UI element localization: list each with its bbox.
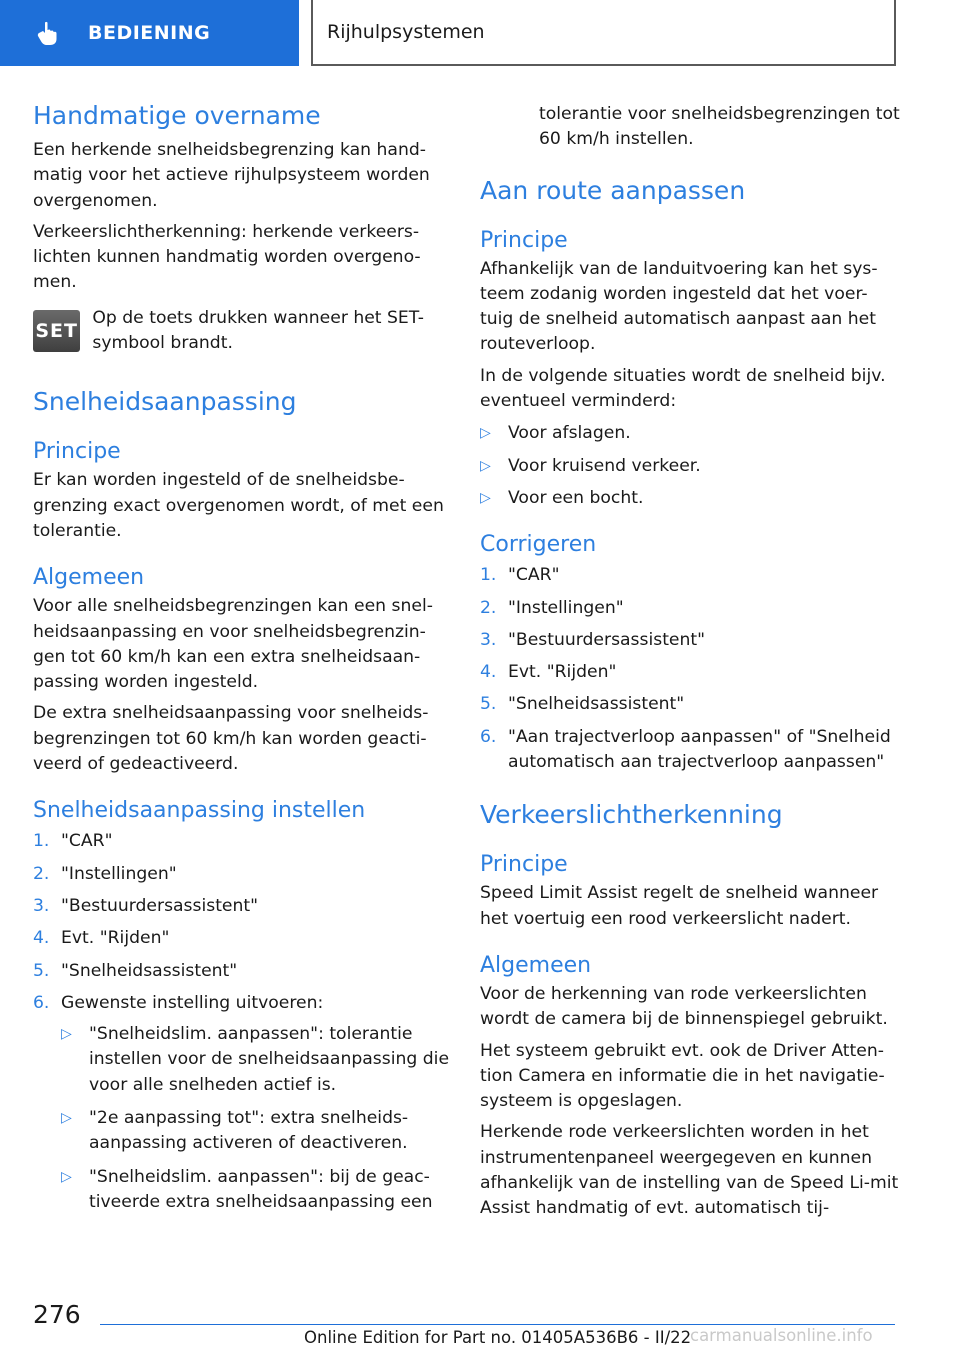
set-text: Op de toets drukken wanneer het SET-symbool brandt. [92, 307, 424, 354]
paragraph: Afhankelijk van de landuitvoering kan het sys-teem zodanig worden ingesteld dat het voer-tuig de snelheid automatisch aanpast aan het routeverloop. [480, 258, 878, 355]
edition-text: Online Edition for Part no. 01405A536B6 - II/22 [304, 1328, 692, 1347]
heading-handmatige-overname: Handmatige overname [33, 101, 321, 130]
list-item: ▷ Voor een bocht. [480, 486, 900, 511]
sub-list-item: ▷ "Snelheidslim. aanpassen": tolerantie instellen voor de snelheidsaanpassing die voor alle snelheden actief is. [61, 1024, 450, 1095]
sub-list-item: ▷ "2e aanpassing tot": extra snelheids-aanpassing activeren of deactiveren. [61, 1108, 409, 1154]
paragraph: Er kan worden ingesteld of de snelheidsbe-grenzing exact overgenomen wordt, of met een tolerantie. [33, 470, 444, 541]
sub-list [61, 1022, 453, 1215]
watermark: carmanualsonline.info [690, 1326, 873, 1345]
list-item: ▷ Voor kruisend verkeer. [480, 454, 900, 479]
triangle-right-icon: ▷ [61, 1110, 72, 1127]
triangle-right-icon: ▷ [480, 457, 491, 474]
triangle-right-icon: ▷ [480, 425, 491, 442]
list-item: 4. Evt. "Rijden" [33, 928, 170, 949]
paragraph: Een herkende snelheidsbegrenzing kan hand-matig voor het actieve rijhulpsysteem worden overgenomen. [33, 140, 430, 211]
page-number: 276 [33, 1300, 81, 1329]
heading-algemeen: Algemeen [33, 565, 145, 591]
list-item: 1. "CAR" [33, 831, 113, 852]
triangle-right-icon: ▷ [61, 1168, 72, 1185]
chapter-label: Rijhulpsystemen [327, 21, 485, 43]
set-instruction [33, 306, 453, 357]
triangle-right-icon: ▷ [480, 489, 491, 506]
triangle-right-icon: ▷ [61, 1026, 72, 1043]
paragraph: Herkende rode verkeerslichten worden in het instrumentenpaneel weergegeven en kunnen afhankelijk van de instelling van de Speed Li-mit Assist handmatig of evt. automatisch tij- [480, 1122, 899, 1219]
list-item: 2. "Instellingen" [480, 597, 624, 618]
list-item: 5. "Snelheidsassistent" [33, 960, 238, 981]
section-tab [0, 0, 299, 66]
list-item: ▷ Voor afslagen. [480, 421, 900, 446]
list-item: 4. Evt. "Rijden" [480, 662, 617, 683]
footer-divider [100, 1324, 895, 1325]
heading-principe: Principe [480, 227, 568, 253]
paragraph: Speed Limit Assist regelt de snelheid wanneer het voertuig een rood verkeerslicht nadert. [480, 883, 879, 929]
bullet-list [480, 421, 900, 511]
list-item: 1. "CAR" [480, 565, 560, 586]
heading-snelheidsaanpassing: Snelheidsaanpassing [33, 387, 297, 417]
paragraph: Verkeerslichtherkenning: herkende verkeers-lichten kunnen handmatig worden overgeno-men. [33, 221, 421, 293]
steps-list [33, 829, 453, 1215]
sub-list-item: ▷ "Snelheidslim. aanpassen": bij de geac-tiveerde extra snelheidsaanpassing een [61, 1166, 433, 1212]
paragraph: In de volgende situaties wordt de snelheid bijv. eventueel verminderd: [480, 365, 886, 412]
list-item: 6. "Aan trajectverloop aanpassen" of "Snelheid automatisch aan trajectverloop aanpassen" [480, 726, 891, 773]
right-column [480, 96, 900, 1222]
heading-principe: Principe [33, 439, 121, 465]
heading-algemeen: Algemeen [480, 952, 592, 978]
paragraph-continuation: tolerantie voor snelheidsbegrenzingen tot 60 km/h instellen. [539, 104, 900, 150]
paragraph: Het systeem gebruikt evt. ook de Driver Atten-tion Camera en informatie die in het navigatie-systeem is opgeslagen. [480, 1040, 885, 1112]
steps-list [480, 563, 900, 775]
paragraph: Voor de herkenning van rode verkeerslichten wordt de camera bij de binnenspiegel gebruikt. [480, 983, 888, 1030]
paragraph: De extra snelheidsaanpassing voor snelheids-begrenzingen tot 60 km/h kan worden geacti-veerd of gedeactiveerd. [33, 703, 429, 775]
list-item: 5. "Snelheidsassistent" [480, 694, 685, 715]
set-button-icon: SET [33, 310, 80, 352]
list-item: 3. "Bestuurdersassistent" [480, 629, 706, 650]
heading-verkeerslichtherkenning: Verkeerslichtherkenning [480, 800, 783, 830]
heading-corrigeren: Corrigeren [480, 532, 597, 558]
page-header [0, 0, 960, 66]
list-item: 2. "Instellingen" [33, 863, 177, 884]
list-item: 6. Gewenste instelling uitvoeren: ▷ "Snelheidslim. aanpassen": tolerantie instellen voor de snelheidsaanpassing die voor alle snelheden actief is. ▷ "2e aanpassing tot": extra snelheids-aanpassing activeren of deactiveren. ▷ "Snelheidslim. aanpassen": bij de geac-tiveerde extra snelheidsaanpassing een [33, 991, 453, 1215]
left-column [33, 96, 453, 1215]
hand-pointer-icon [32, 18, 62, 48]
list-item: 3. "Bestuurdersassistent" [33, 895, 259, 916]
heading-snelheidsaanpassing-instellen: Snelheidsaanpassing instellen [33, 798, 366, 824]
heading-principe: Principe [480, 852, 568, 878]
paragraph: Voor alle snelheidsbegrenzingen kan een snel-heidsaanpassing en voor snelheidsbegrenzin-gen tot 60 km/h kan een extra snelheidsaan-passing worden ingesteld. [33, 596, 433, 693]
section-label: BEDIENING [88, 22, 211, 44]
page-footer [0, 1290, 960, 1362]
chapter-tab [311, 0, 896, 66]
heading-aan-route-aanpassen: Aan route aanpassen [480, 175, 746, 205]
